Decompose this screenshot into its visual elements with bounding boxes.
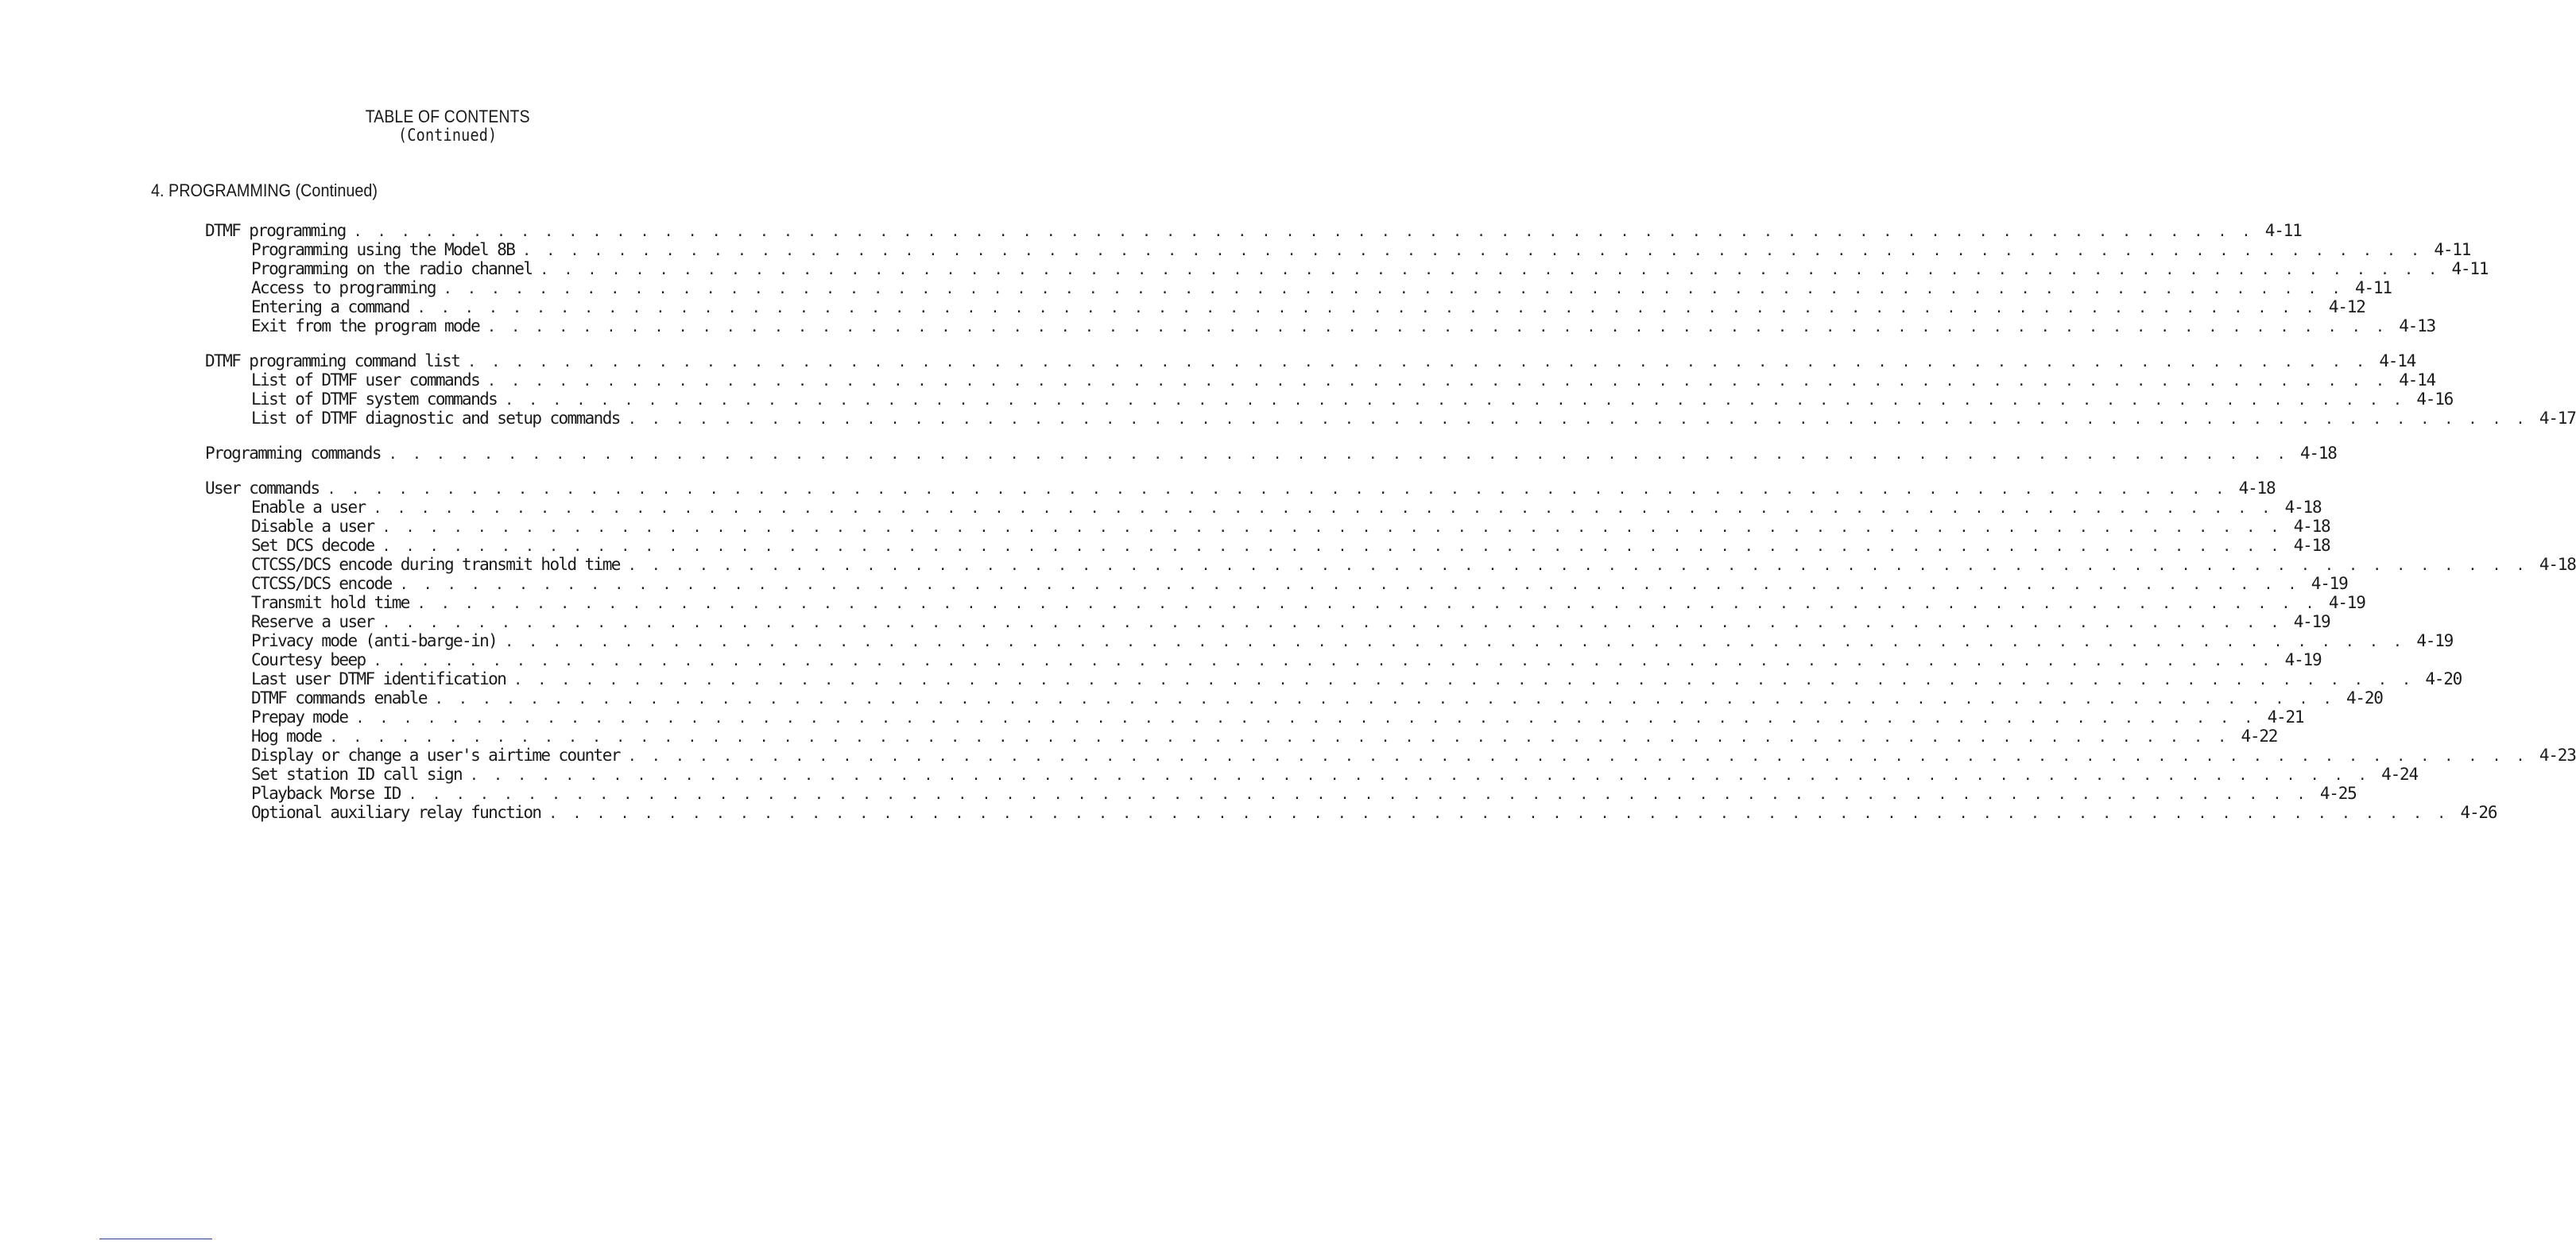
entry-label: Set DCS decode [251, 536, 374, 555]
page-number: 4-23 [2539, 746, 2576, 765]
toc-entry-item [205, 297, 2365, 316]
toc-section [205, 479, 2576, 822]
entry-label: List of DTMF system commands [251, 390, 498, 409]
page-number: 4-26 [2460, 803, 2497, 822]
page-number: 4-11 [2355, 278, 2392, 297]
dot-leader: . . . . . . . . . . . . . . . . . . . . . . . . . . . . . . . . . . . . . . . . . . . . . . . . . . . . . . . . . . . . . . . . . . . . . . . . . . . . . . . . [382, 614, 2283, 631]
dot-leader: . . . . . . . . . . . . . . . . . . . . . . . . . . . . . . . . . . . . . . . . . . . . . . . . . . . . . . . . . . . . . . . . . . . . . . . . . . . . . . . . [627, 748, 2528, 765]
toc-entry-item [205, 688, 2383, 708]
toc-entry-item [205, 746, 2576, 765]
toc-entry-section [205, 444, 2337, 463]
toc-entry-item [205, 593, 2365, 612]
page-number: 4-22 [2241, 727, 2278, 746]
entry-label: Set station ID call sign [251, 765, 463, 784]
page-number: 4-11 [2434, 240, 2471, 259]
dot-leader: . . . . . . . . . . . . . . . . . . . . . . . . . . . . . . . . . . . . . . . . . . . . . . . . . . . . . . . . . . . . . . . . . . . . . . . . . . . . . . . . [388, 446, 2289, 463]
dot-leader: . . . . . . . . . . . . . . . . . . . . . . . . . . . . . . . . . . . . . . . . . . . . . . . . . . . . . . . . . . . . . . . . . . . . . . . . . . . . . . . . [373, 653, 2274, 669]
page-number: 4-18 [2299, 444, 2337, 463]
toc-entry-item [205, 727, 2278, 746]
toc-entry-item [205, 390, 2454, 409]
page-number: 4-20 [2346, 688, 2383, 708]
dot-leader: . . . . . . . . . . . . . . . . . . . . . . . . . . . . . . . . . . . . . . . . . . . . . . . . . . . . . . . . . . . . . . . . . . . . . . . . . . . . . . . . [416, 595, 2318, 612]
dot-leader: . . . . . . . . . . . . . . . . . . . . . . . . . . . . . . . . . . . . . . . . . . . . . . . . . . . . . . . . . . . . . . . . . . . . . . . . . . . . . . . . [470, 767, 2370, 784]
dot-leader: . . . . . . . . . . . . . . . . . . . . . . . . . . . . . . . . . . . . . . . . . . . . . . . . . . . . . . . . . . . . . . . . . . . . . . . . . . . . . . . . [548, 805, 2450, 822]
chapter-number: 4. [151, 180, 165, 200]
entry-label: Display or change a user's airtime counter [251, 746, 620, 765]
dot-leader: . . . . . . . . . . . . . . . . . . . . . . . . . . . . . . . . . . . . . . . . . . . . . . . . . . . . . . . . . . . . . . . . . . . . . . . . . . . . . . . . [522, 242, 2423, 259]
dot-leader: . . . . . . . . . . . . . . . . . . . . . . . . . . . . . . . . . . . . . . . . . . . . . . . . . . . . . . . . . . . . . . . . . . . . . . . . . . . . . . . . [487, 319, 2388, 335]
toc-entry-item [205, 784, 2357, 803]
entry-label: Disable a user [251, 517, 374, 536]
dot-leader: . . . . . . . . . . . . . . . . . . . . . . . . . . . . . . . . . . . . . . . . . . . . . . . . . . . . . . . . . . . . . . . . . . . . . . . . . . . . . . . . [408, 786, 2309, 803]
dot-leader: . . . . . . . . . . . . . . . . . . . . . . . . . . . . . . . . . . . . . . . . . . . . . . . . . . . . . . . . . . . . . . . . . . . . . . . . . . . . . . . . [327, 481, 2228, 498]
toc-entry-item [205, 803, 2497, 822]
toc-section [205, 351, 2576, 428]
page-number: 4-17 [2539, 409, 2576, 428]
toc-entry-item [205, 259, 2489, 278]
page-number: 4-18 [2238, 479, 2276, 498]
entry-label: Courtesy beep [251, 650, 366, 669]
entry-label: Reserve a user [251, 612, 374, 631]
entry-label: Transmit hold time [251, 593, 409, 612]
dot-leader: . . . . . . . . . . . . . . . . . . . . . . . . . . . . . . . . . . . . . . . . . . . . . . . . . . . . . . . . . . . . . . . . . . . . . . . . . . . . . . . . [434, 691, 2335, 708]
dot-leader: . . . . . . . . . . . . . . . . . . . . . . . . . . . . . . . . . . . . . . . . . . . . . . . . . . . . . . . . . . . . . . . . . . . . . . . . . . . . . . . . [443, 281, 2344, 297]
toc-entry-item [205, 669, 2462, 688]
entry-label: Programming using the Model 8B [251, 240, 515, 259]
toc-entry-section [205, 479, 2276, 498]
toc-section [205, 444, 2337, 463]
dot-leader: . . . . . . . . . . . . . . . . . . . . . . . . . . . . . . . . . . . . . . . . . . . . . . . . . . . . . . . . . . . . . . . . . . . . . . . . . . . . . . . . [382, 538, 2283, 555]
entry-label: CTCSS/DCS encode [251, 574, 392, 593]
dot-leader: . . . . . . . . . . . . . . . . . . . . . . . . . . . . . . . . . . . . . . . . . . . . . . . . . . . . . . . . . . . . . . . . . . . . . . . . . . . . . . . . [627, 411, 2528, 428]
page-number: 4-19 [2311, 574, 2348, 593]
dot-leader: . . . . . . . . . . . . . . . . . . . . . . . . . . . . . . . . . . . . . . . . . . . . . . . . . . . . . . . . . . . . . . . . . . . . . . . . . . . . . . . . [467, 354, 2369, 370]
page-number: 4-25 [2319, 784, 2357, 803]
entry-label: User commands [205, 479, 320, 498]
dot-leader: . . . . . . . . . . . . . . . . . . . . . . . . . . . . . . . . . . . . . . . . . . . . . . . . . . . . . . . . . . . . . . . . . . . . . . . . . . . . . . . . [627, 557, 2528, 574]
page-subtitle: (Continued) [398, 126, 498, 145]
dot-leader: . . . . . . . . . . . . . . . . . . . . . . . . . . . . . . . . . . . . . . . . . . . . . . . . . . . . . . . . . . . . . . . . . . . . . . . . . . . . . . . . [540, 262, 2441, 278]
entry-label: DTMF programming [205, 221, 346, 240]
page-number: 4-19 [2416, 631, 2454, 650]
entry-label: Enable a user [251, 498, 366, 517]
toc-entry-item [205, 708, 2304, 727]
toc-entry-item [205, 574, 2348, 593]
page-number: 4-11 [2264, 221, 2302, 240]
toc-entry-item [205, 316, 2435, 335]
toc-section [205, 221, 2489, 335]
page-number: 4-13 [2399, 316, 2435, 335]
entry-label: Optional auxiliary relay function [251, 803, 541, 822]
page-number: 4-18 [2539, 555, 2576, 574]
page-number: 4-19 [2293, 612, 2330, 631]
toc-entry-item [205, 240, 2471, 259]
entry-label: Programming on the radio channel [251, 259, 533, 278]
page-number: 4-14 [2379, 351, 2416, 370]
dot-leader: . . . . . . . . . . . . . . . . . . . . . . . . . . . . . . . . . . . . . . . . . . . . . . . . . . . . . . . . . . . . . . . . . . . . . . . . . . . . . . . . [329, 729, 2230, 746]
toc-entry-item [205, 370, 2435, 390]
entry-label: Hog mode [251, 727, 322, 746]
toc-entry-item [205, 409, 2576, 428]
page-number: 4-18 [2293, 536, 2330, 555]
toc-entry-section [205, 351, 2416, 370]
entry-label: DTMF programming command list [205, 351, 460, 370]
page-number: 4-19 [2284, 650, 2322, 669]
entry-label: List of DTMF diagnostic and setup commands [251, 409, 620, 428]
page-number: 4-18 [2284, 498, 2322, 517]
entry-label: Entering a command [251, 297, 409, 316]
toc-entry-section [205, 221, 2302, 240]
page-number: 4-16 [2416, 390, 2454, 409]
dot-leader: . . . . . . . . . . . . . . . . . . . . . . . . . . . . . . . . . . . . . . . . . . . . . . . . . . . . . . . . . . . . . . . . . . . . . . . . . . . . . . . . [513, 672, 2415, 688]
toc-entry-item [205, 517, 2330, 536]
dot-leader: . . . . . . . . . . . . . . . . . . . . . . . . . . . . . . . . . . . . . . . . . . . . . . . . . . . . . . . . . . . . . . . . . . . . . . . . . . . . . . . . [487, 373, 2388, 390]
dot-leader: . . . . . . . . . . . . . . . . . . . . . . . . . . . . . . . . . . . . . . . . . . . . . . . . . . . . . . . . . . . . . . . . . . . . . . . . . . . . . . . . [505, 634, 2406, 650]
entry-label: Playback Morse ID [251, 784, 401, 803]
toc-entry-item [205, 765, 2418, 784]
entry-label: Programming commands [205, 444, 381, 463]
entry-label: Exit from the program mode [251, 316, 480, 335]
entry-label: DTMF commands enable [251, 688, 427, 708]
page-number: 4-19 [2328, 593, 2365, 612]
page-number: 4-14 [2399, 370, 2435, 390]
dot-leader: . . . . . . . . . . . . . . . . . . . . . . . . . . . . . . . . . . . . . . . . . . . . . . . . . . . . . . . . . . . . . . . . . . . . . . . . . . . . . . . . [505, 392, 2406, 409]
toc-entry-item [205, 650, 2322, 669]
toc-entry-item [205, 278, 2392, 297]
dot-leader: . . . . . . . . . . . . . . . . . . . . . . . . . . . . . . . . . . . . . . . . . . . . . . . . . . . . . . . . . . . . . . . . . . . . . . . . . . . . . . . . [399, 576, 2300, 593]
dot-leader: . . . . . . . . . . . . . . . . . . . . . . . . . . . . . . . . . . . . . . . . . . . . . . . . . . . . . . . . . . . . . . . . . . . . . . . . . . . . . . . . [373, 500, 2274, 517]
dot-leader: . . . . . . . . . . . . . . . . . . . . . . . . . . . . . . . . . . . . . . . . . . . . . . . . . . . . . . . . . . . . . . . . . . . . . . . . . . . . . . . . [353, 223, 2254, 240]
dot-leader: . . . . . . . . . . . . . . . . . . . . . . . . . . . . . . . . . . . . . . . . . . . . . . . . . . . . . . . . . . . . . . . . . . . . . . . . . . . . . . . . [355, 710, 2256, 727]
entry-label: List of DTMF user commands [251, 370, 480, 390]
page-title: TABLE OF CONTENTS [365, 107, 530, 126]
entry-label: Privacy mode (anti-barge-in) [251, 631, 498, 650]
chapter-title: PROGRAMMING (Continued) [169, 180, 378, 200]
page-number: 4-18 [2293, 517, 2330, 536]
page-number: 4-11 [2451, 259, 2489, 278]
entry-label: Last user DTMF identification [251, 669, 506, 688]
page-number: 4-24 [2381, 765, 2418, 784]
toc-entry-item [205, 498, 2322, 517]
toc-entry-item [205, 555, 2576, 574]
dot-leader: . . . . . . . . . . . . . . . . . . . . . . . . . . . . . . . . . . . . . . . . . . . . . . . . . . . . . . . . . . . . . . . . . . . . . . . . . . . . . . . . [382, 519, 2283, 536]
dot-leader: . . . . . . . . . . . . . . . . . . . . . . . . . . . . . . . . . . . . . . . . . . . . . . . . . . . . . . . . . . . . . . . . . . . . . . . . . . . . . . . . [416, 300, 2318, 316]
toc-entry-item [205, 536, 2330, 555]
page-number: 4-12 [2328, 297, 2365, 316]
toc-entry-item [205, 631, 2454, 650]
page-number: 4-20 [2425, 669, 2462, 688]
entry-label: CTCSS/DCS encode during transmit hold time [251, 555, 620, 574]
toc-entry-item [205, 612, 2330, 631]
chapter-heading [151, 180, 378, 201]
entry-label: Prepay mode [251, 708, 348, 727]
table-of-contents [205, 221, 2576, 839]
entry-label: Access to programming [251, 278, 436, 297]
page-number: 4-21 [2267, 708, 2304, 727]
